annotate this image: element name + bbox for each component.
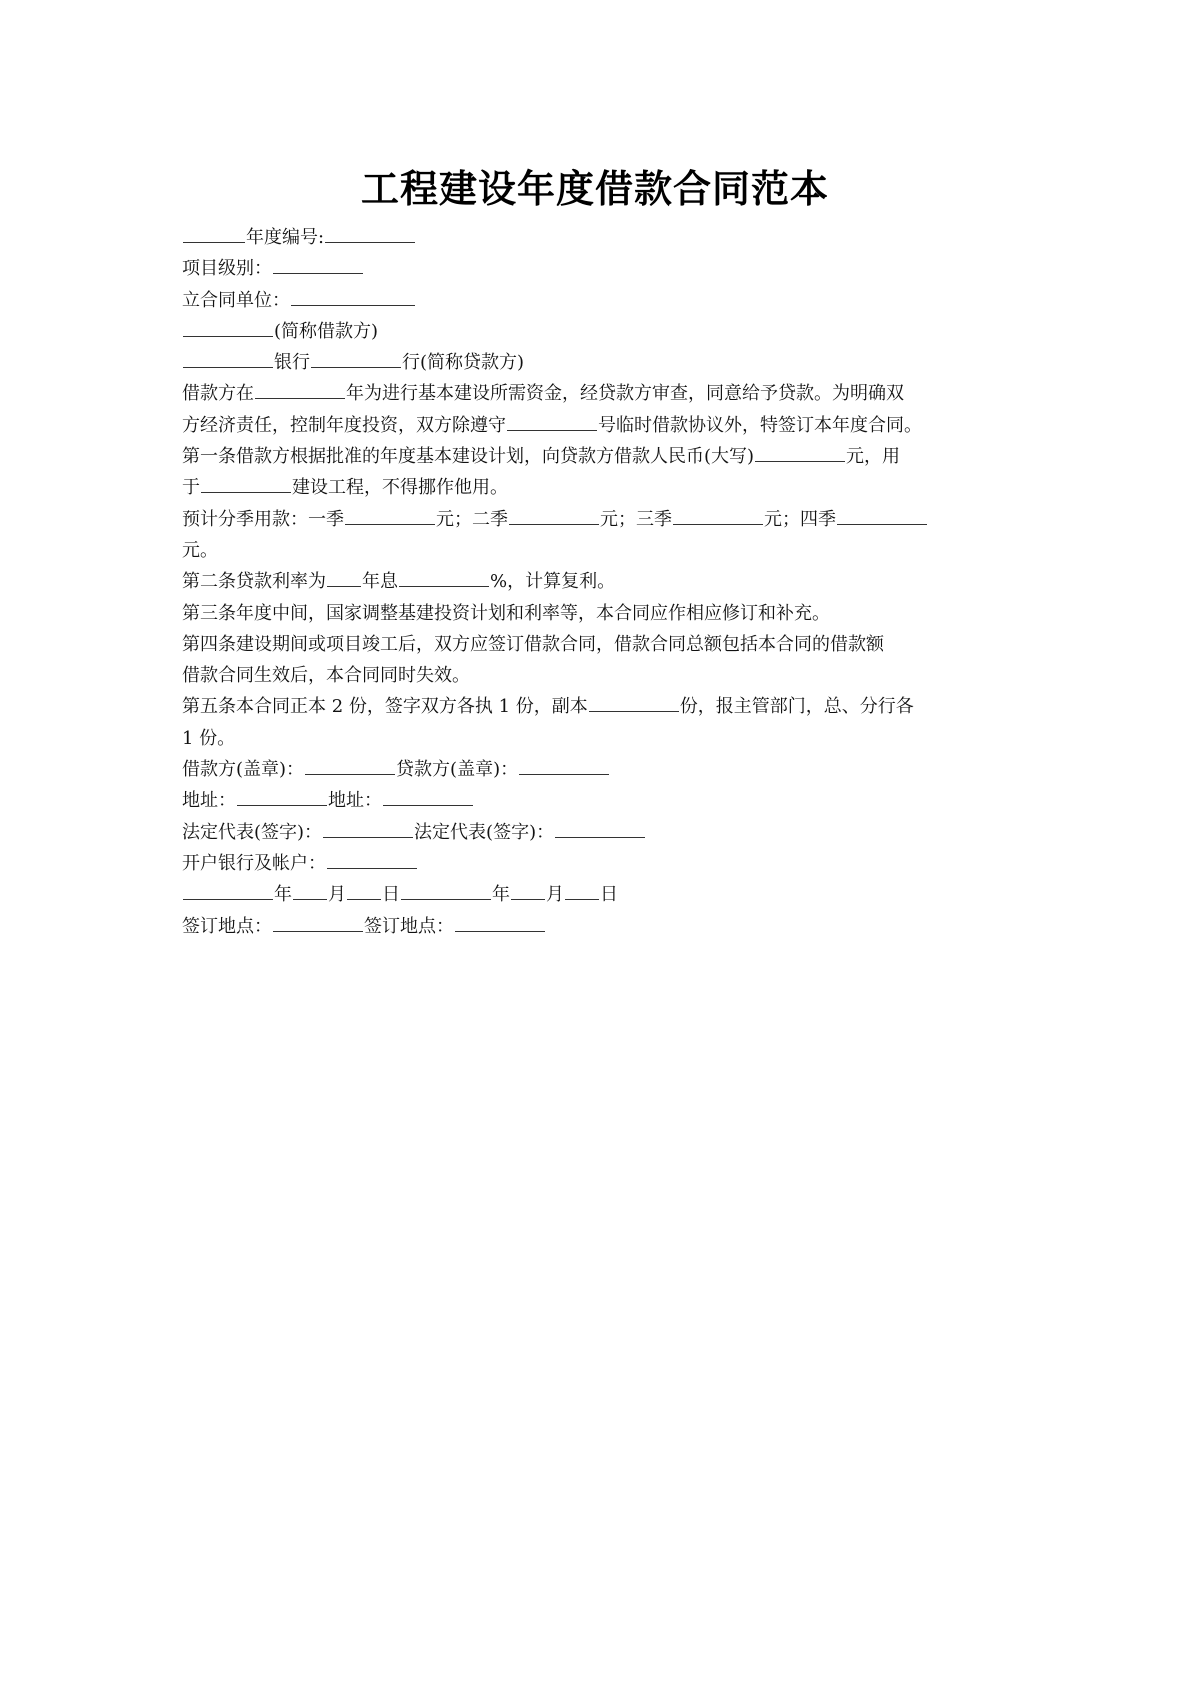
bank-account-line (182, 848, 1022, 879)
blank-field (755, 445, 845, 462)
article-text: %，计算复利。 (490, 571, 616, 593)
blank-field (273, 257, 363, 274)
blank-field (311, 351, 401, 368)
article-2-line (182, 566, 1022, 597)
blank-field (565, 883, 599, 900)
address-label: 地址： (182, 790, 236, 812)
quarter-text: 元；二季 (436, 508, 508, 530)
blank-field (293, 883, 327, 900)
year-number-label: 年度编号: (246, 227, 325, 248)
blank-field (507, 414, 597, 431)
article-3-line (182, 598, 1022, 629)
legal-rep-label: 法定代表(签字)： (182, 821, 323, 843)
article-4-line-2 (182, 660, 1022, 691)
intro-text: 年为进行基本建设所需资金，经贷款方审查，同意给予贷款。为明确双 (346, 383, 904, 405)
legal-rep-line (182, 817, 1022, 848)
blank-field (183, 320, 273, 337)
year-number-line (182, 222, 1022, 253)
quarterly-label: 预计分季用款：一季 (182, 508, 344, 530)
blank-field (519, 758, 609, 775)
intro-text: 号临时借款协议外，特签订本年度合同。 (598, 414, 922, 436)
blank-field (837, 508, 927, 525)
blank-field (237, 789, 327, 806)
article-5-line-2 (182, 723, 1022, 754)
blank-field (305, 758, 395, 775)
lender-seal-label: 贷款方(盖章)： (396, 759, 519, 781)
article-1-line-1 (182, 441, 1022, 472)
branch-label: 行(简称贷款方) (402, 352, 525, 374)
blank-field (255, 382, 345, 399)
article-text: 借款合同生效后，本合同同时失效。 (182, 665, 470, 687)
quarterly-end-line (182, 535, 1022, 566)
blank-field (325, 226, 415, 243)
article-text: 年息 (362, 571, 398, 593)
article-5-line-1 (182, 691, 1022, 722)
quarterly-line (182, 504, 1022, 535)
legal-rep-label: 法定代表(签字)： (414, 821, 555, 843)
article-text: 元，用 (846, 446, 901, 468)
borrower-line (182, 316, 1022, 347)
article-text: 第三条年度中间，国家调整基建投资计划和利率等，本合同应作相应修订和补充。 (182, 602, 830, 624)
bank-account-label: 开户银行及帐户： (182, 852, 326, 874)
place-label: 签订地点： (182, 915, 272, 937)
bank-label: 银行 (274, 352, 310, 374)
address-label: 地址： (328, 790, 382, 812)
year-label: 年 (492, 884, 510, 906)
article-text: 份，报主管部门，总、分行各 (679, 696, 914, 718)
blank-field (327, 570, 361, 587)
borrower-abbr: (简称借款方) (274, 320, 379, 342)
lender-line (182, 347, 1022, 378)
month-label: 月 (328, 884, 346, 906)
blank-field (183, 226, 245, 243)
blank-field (201, 476, 291, 493)
blank-field (401, 883, 491, 900)
blank-field (347, 883, 381, 900)
article-text: 第五条本合同正本 2 份，签字双方各执 1 份，副本 (182, 696, 588, 718)
article-text: 第四条建设期间或项目竣工后，双方应签订借款合同，借款合同总额包括本合同的借款额 (182, 633, 884, 655)
blank-field (555, 821, 645, 838)
place-label: 签订地点： (364, 915, 454, 937)
document-body (182, 222, 1022, 942)
blank-field (273, 915, 363, 932)
blank-field (183, 883, 273, 900)
article-1-line-2 (182, 472, 1022, 503)
date-line (182, 879, 1022, 910)
project-level-line (182, 253, 1022, 284)
place-line (182, 911, 1022, 942)
blank-field (589, 695, 679, 712)
article-text: 1 份。 (182, 727, 236, 749)
blank-field (183, 351, 273, 368)
seal-line (182, 754, 1022, 785)
blank-field (383, 789, 473, 806)
blank-field (399, 570, 489, 587)
document-title: 工程建设年度借款合同范本 (360, 166, 829, 211)
project-level-label: 项目级别： (182, 258, 272, 280)
intro-text: 方经济责任，控制年度投资，双方除遵守 (182, 414, 506, 436)
blank-field (455, 915, 545, 932)
address-line (182, 785, 1022, 816)
contract-unit-line (182, 285, 1022, 316)
quarter-text: 元。 (182, 539, 218, 561)
intro-text: 借款方在 (182, 383, 254, 405)
article-4-line-1 (182, 629, 1022, 660)
borrower-seal-label: 借款方(盖章)： (182, 759, 305, 781)
article-text: 第二条贷款利率为 (182, 571, 326, 593)
intro-line-1 (182, 378, 1022, 409)
quarter-text: 元；三季 (600, 508, 672, 530)
intro-line-2 (182, 410, 1022, 441)
quarter-text: 元；四季 (764, 508, 836, 530)
blank-field (327, 852, 417, 869)
day-label: 日 (382, 884, 400, 906)
contract-unit-label: 立合同单位： (182, 289, 290, 311)
blank-field (345, 508, 435, 525)
article-text: 建设工程，不得挪作他用。 (292, 477, 508, 499)
blank-field (511, 883, 545, 900)
blank-field (323, 821, 413, 838)
year-label: 年 (274, 884, 292, 906)
day-label: 日 (600, 884, 618, 906)
article-text: 第一条借款方根据批准的年度基本建设计划，向贷款方借款人民币(大写) (182, 446, 755, 468)
blank-field (291, 289, 415, 306)
month-label: 月 (546, 884, 564, 906)
article-text: 于 (182, 477, 200, 499)
blank-field (673, 508, 763, 525)
blank-field (509, 508, 599, 525)
